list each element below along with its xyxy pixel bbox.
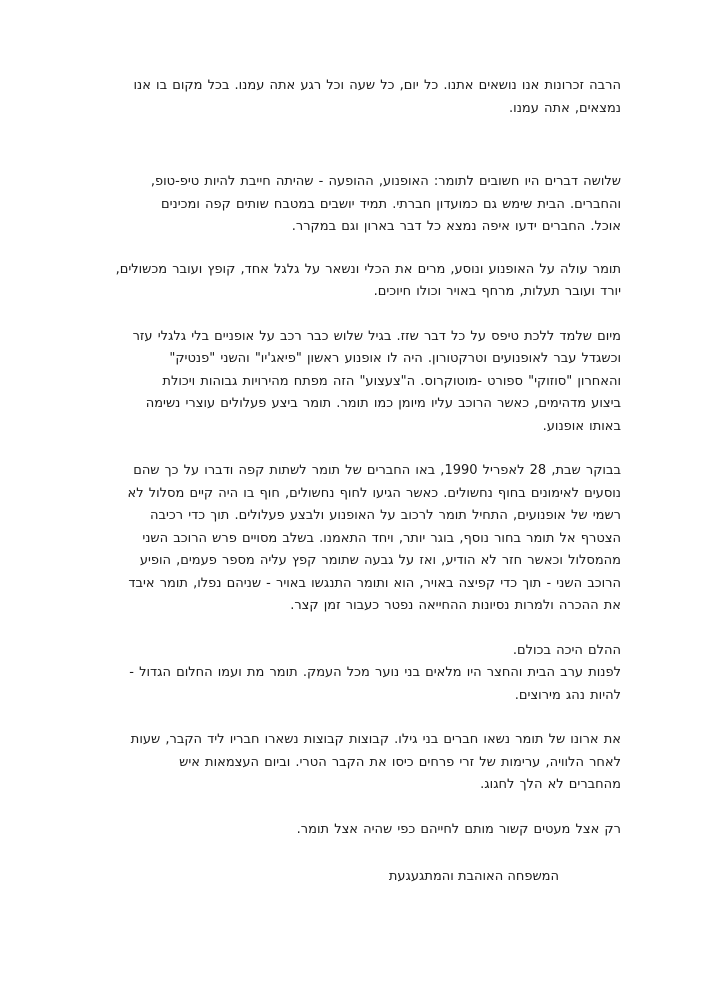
text-line: לפנות ערב הבית והחצר היו מלאים בני נוער מכל העמק. תומר מת ועמו החלום הגדול - xyxy=(129,665,621,680)
text-line: ההלם היכה בכולם. xyxy=(512,642,621,658)
text-line: רק אצל מעטים קשור מותם לחייהם כפי שהיה אצל תומר. xyxy=(296,821,621,837)
paragraph-closing xyxy=(82,819,621,842)
text-line: מהחברים לא הלך לחגוג. xyxy=(480,777,621,792)
text-line: והאחרון "סוזוקי" ספורט -מוטוקרוס. ה"צעצוע" הזה מפתח מהירויות גבוהות ויכולת xyxy=(162,373,621,389)
text-line: לאחר הלוויה, ערימות של זרי פרחים כיסו את הקבר הטרי. וביום העצמאות איש xyxy=(179,754,621,770)
text-line: את ההכרה ולמרות נסיונות ההחייאה נפטר כעבור זמן קצר. xyxy=(290,598,621,613)
text-line: ביצוע מדהימים, כאשר הרוכב עליו מיומן כמו תומר. תומר ביצע פעלולים עוצרי נשימה xyxy=(145,396,621,411)
text-line: אוכל. החברים ידעו איפה נמצא כל דבר בארון וגם במקרר. xyxy=(291,219,621,234)
text-line: באותו אופנוע. xyxy=(542,418,621,434)
text-line: נמצאים, אתה עמנו. xyxy=(509,100,621,116)
text-line: מהמסלול וכאשר חזר לא הודיע, ואז על גבעה שתומר קפץ עליה מספר פעמים, הופיע xyxy=(139,553,621,568)
paragraph-shock xyxy=(82,640,621,708)
text-line: תומר עולה על האופנוע ונוסע, מרים את הכלי ונשאר על גלגל אחד, קופץ ועובר מכשולים, xyxy=(115,261,621,277)
paragraph-funeral xyxy=(82,729,621,797)
text-line: מיום שלמד ללכת טיפס על כל דבר שזז. בגיל שלוש כבר רכב על אופניים בלי גלגלי עזר xyxy=(132,328,621,344)
text-line: הרבה זכרונות אנו נושאים אתנו. כל יום, כל שעה וכל רגע אתה עמנו. בכל מקום בו אנו xyxy=(133,78,621,93)
text-line: יורד ועובר תעלות, מרחף באויר וכולו חיוכים. xyxy=(373,284,621,299)
paragraph-three-things xyxy=(82,171,621,239)
paragraph-accident xyxy=(82,460,621,618)
signature: המשפחה האוהבת והמתגעגעת xyxy=(388,869,559,884)
text-line: נוסעים לאימונים בחוף נחשולים. כאשר הגיעו לחוף נחשולים, חוף בו היה קיים מסלול לא xyxy=(127,485,621,501)
paragraph-memories xyxy=(82,75,621,120)
text-line: וכשגדל עבר לאופנועים וטרקטורון. היה לו אופנוע ראשון "פיאג'יו" והשני "פנטיק" xyxy=(169,351,621,366)
text-line: רשמי של אופנועים, התחיל תומר לרכוב על האופנוע ולבצע פעלולים. תוך כדי רכיבה xyxy=(150,508,621,523)
paragraph-riding xyxy=(82,259,621,304)
text-line: שלושה דברים היו חשובים לתומר: האופנוע, ההופעה - שהיתה חייבת להיות טיפ-טופ, xyxy=(150,174,621,189)
paragraph-childhood xyxy=(82,326,621,439)
text-line: את ארונו של תומר נשאו חברים בני גילו. קבוצות קבוצות נשארו חבריו ליד הקבר, שעות xyxy=(130,732,621,747)
text-line: הצטרף אל תומר בחור נוסף, בוגר יותר, ויחד התאמנו. בשלב מסויים פרש הרוכב השני xyxy=(142,530,621,546)
text-line: להיות נהג מירוצים. xyxy=(514,687,621,703)
text-line: והחברים. הבית שימש גם כמועדון חברתי. תמיד יושבים במטבח שותים קפה ומכינים xyxy=(160,196,621,212)
text-line: הרוכב השני - תוך כדי קפיצה באויר, הוא ותומר התנגשו באויר - שניהם נפלו, תומר איבד xyxy=(128,575,621,591)
text-line: בבוקר שבת, 28 לאפריל 1990, באו החברים של תומר לשתות קפה ודברו על כך שהם xyxy=(133,463,621,478)
